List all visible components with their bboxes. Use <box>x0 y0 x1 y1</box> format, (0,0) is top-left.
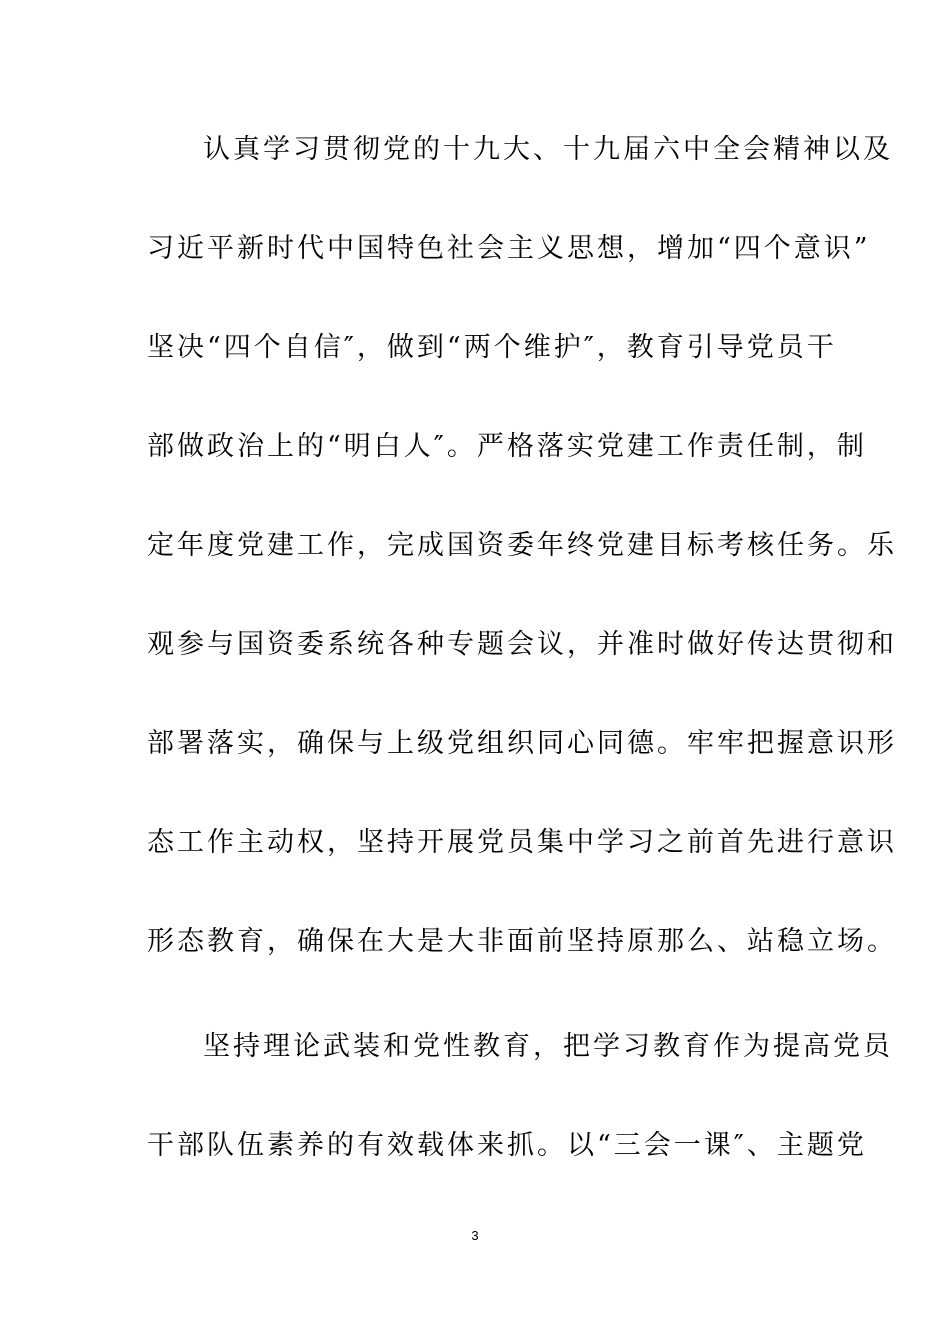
paragraph-1-line-6: 观参与国资委系统各种专题会议，并准时做好传达贯彻和 <box>147 629 897 660</box>
paragraph-2-line-2: 干部队伍素养的有效载体来抓。以“三会一课″、主题党 <box>147 1130 867 1161</box>
paragraph-1-line-5: 定年度党建工作，完成国资委年终党建目标考核任务。乐 <box>147 530 897 561</box>
paragraph-1-line-4: 部做政治上的“明白人″。严格落实党建工作责任制，制 <box>147 431 867 462</box>
paragraph-1-line-2: 习近平新时代中国特色社会主义思想，增加“四个意识” <box>147 233 871 264</box>
paragraph-2-line-1: 坚持理论武装和党性教育，把学习教育作为提高党员 <box>203 1031 893 1062</box>
paragraph-1-line-1: 认真学习贯彻党的十九大、十九届六中全会精神以及 <box>203 134 893 165</box>
paragraph-1-line-8: 态工作主动权，坚持开展党员集中学习之前首先进行意识 <box>147 827 897 858</box>
page-number: 3 <box>471 1228 479 1243</box>
paragraph-1-line-3: 坚决“四个自信″，做到“两个维护″，教育引导党员干 <box>147 332 837 363</box>
paragraph-1-line-7: 部署落实，确保与上级党组织同心同德。牢牢把握意识形 <box>147 728 897 759</box>
paragraph-1-line-9: 形态教育，确保在大是大非面前坚持原那么、站稳立场。 <box>147 926 897 957</box>
